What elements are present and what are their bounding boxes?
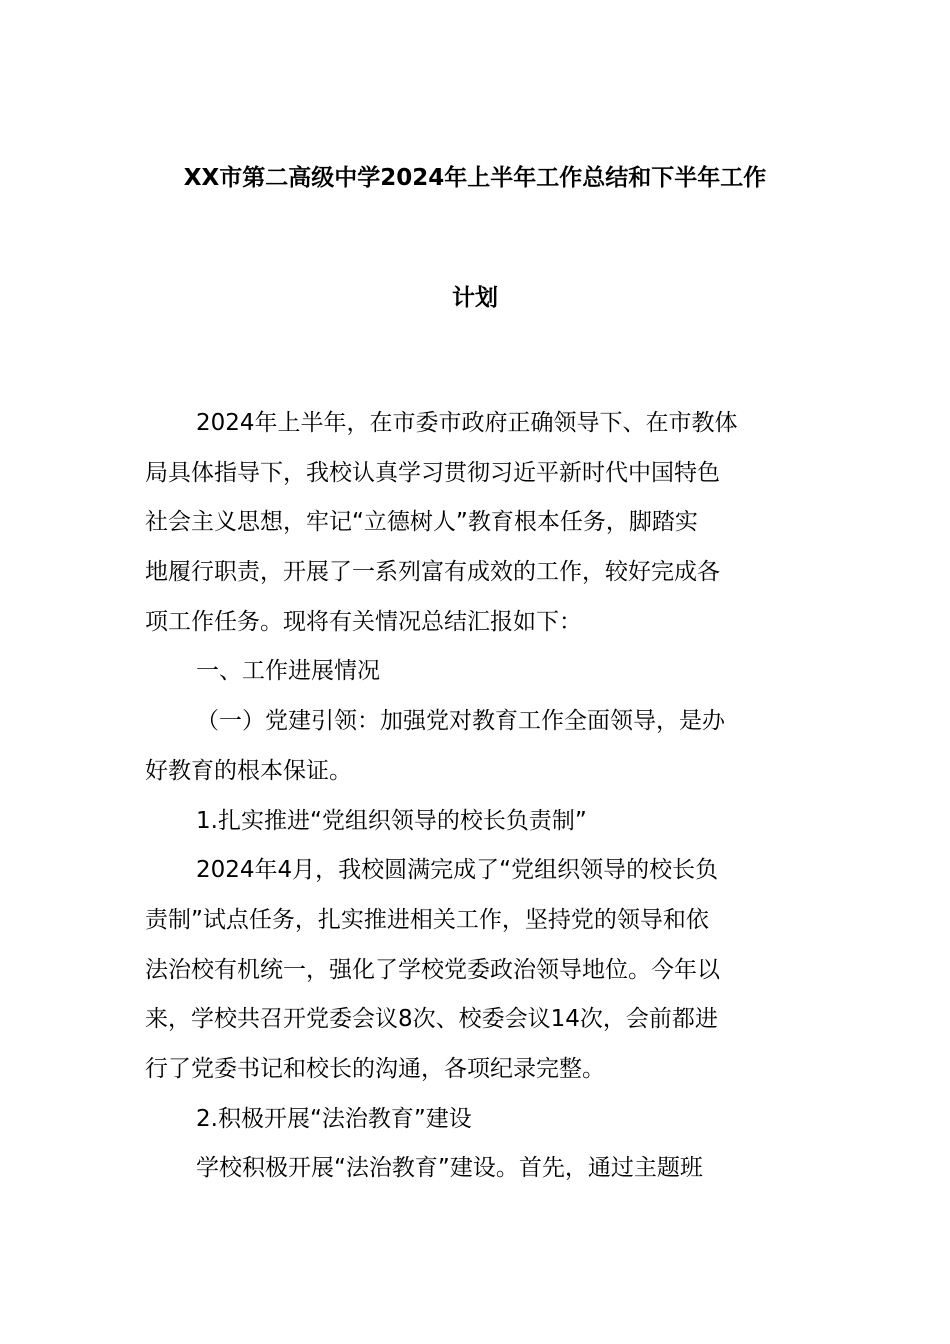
item-heading-1: 1.扎实推进“党组织领导的校长负责制”	[196, 807, 587, 834]
paragraph-item-2-line-1: 学校积极开展“法治教育”建设。首先，通过主题班	[196, 1155, 703, 1182]
paragraph-intro-line-2: 局具体指导下，我校认真学习贯彻习近平新时代中国特色	[145, 459, 720, 486]
paragraph-item-1-line-4: 来，学校共召开党委会议8次、校委会议14次，会前都进	[145, 1006, 718, 1033]
subsection-heading-1-line-1: （一）党建引领：加强党对教育工作全面领导，是办	[196, 708, 725, 735]
subsection-heading-1-line-2: 好教育的根本保证。	[145, 757, 352, 784]
paragraph-intro-line-5: 项工作任务。现将有关情况总结汇报如下：	[145, 608, 582, 635]
item-heading-2: 2.积极开展“法治教育”建设	[196, 1105, 472, 1132]
paragraph-intro-line-4: 地履行职责，开展了一系列富有成效的工作，较好完成各	[145, 559, 720, 586]
section-heading-1: 一、工作进展情况	[196, 658, 380, 685]
paragraph-item-1-line-3: 法治校有机统一，强化了学校党委政治领导地位。今年以	[145, 956, 720, 983]
paragraph-item-1-line-5: 行了党委书记和校长的沟通，各项纪录完整。	[145, 1055, 605, 1082]
document-body	[145, 399, 810, 1194]
document-title-line-2: 计划	[452, 285, 498, 311]
paragraph-item-1-line-1: 2024年4月，我校圆满完成了“党组织领导的校长负	[196, 857, 719, 884]
document-title-line-1: XX市第二高级中学2024年上半年工作总结和下半年工作	[183, 165, 767, 191]
paragraph-item-1-line-2: 责制”试点任务，扎实推进相关工作，坚持党的领导和依	[145, 906, 709, 933]
paragraph-intro-line-1: 2024年上半年，在市委市政府正确领导下、在市教体	[196, 410, 738, 436]
paragraph-intro-line-3: 社会主义思想，牢记“立德树人”教育根本任务，脚踏实	[145, 509, 698, 536]
